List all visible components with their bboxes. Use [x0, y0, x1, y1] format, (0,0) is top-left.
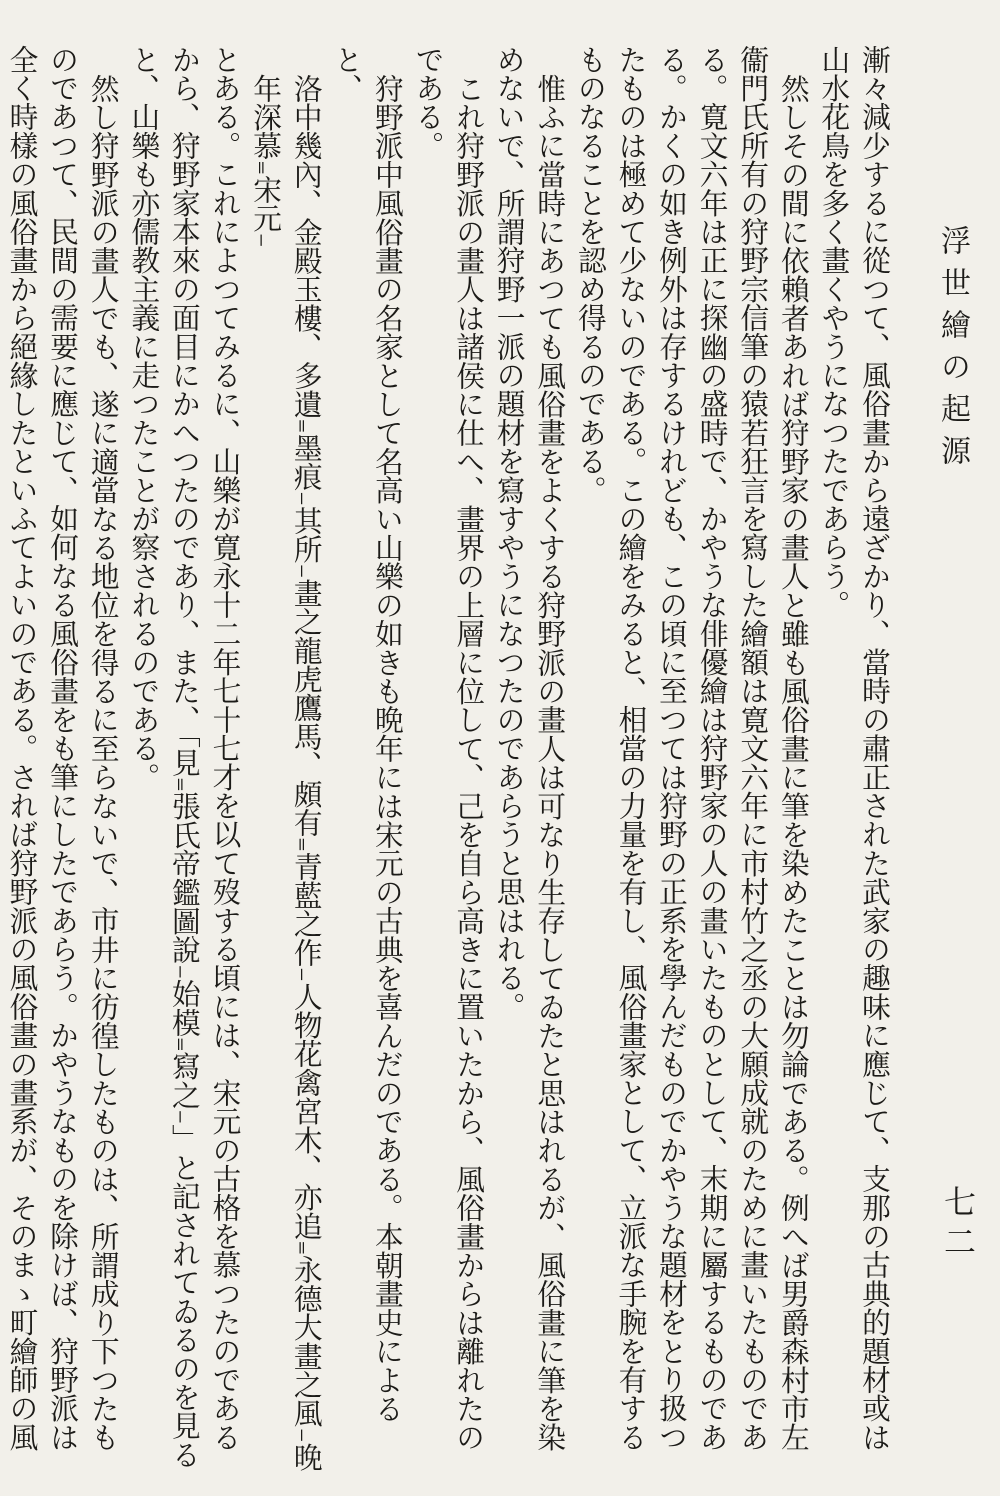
running-title: 浮世繪の起源: [935, 225, 970, 477]
paragraph: とある。これによつてみるに、山樂が寛永十二年七十七才を以て歿する頃には、宋元の古格を慕つたのであるから、狩野家本來の面目にかへつたのであり、また、「見₌張氏帝鑑圖說₋始模₌寫之₋」と記されてゐるのを見ると、山樂も亦儒教主義に走つたことが察されるのである。: [127, 45, 243, 1469]
paragraph: 然しその間に依賴者あれば狩野家の畫人と雖も風俗畫に筆を染めたことは勿論である。例へば男爵森村市左衞門氏所有の狩野宗信筆の猿若狂言を寫した繪額は寛文六年に市村竹之丞の大願成就のために畫いたものである。寛文六年は正に探幽の盛時で、かやうな俳優繪は狩野家の人の畫いたものとして、末期に屬するものである。かくの如き例外は存するけれども、この頃に至つては狩野の正系を學んだものでかやうな題材をとり扱つたものは極めて少ないのである。この繪をみると、相當の力量を有し、風俗畫家として、立派な手腕を有するものなることを認め得るのである。: [573, 45, 811, 1452]
paragraph: 漸々減少するに從つて、風俗畫から遠ざかり、當時の肅正された武家の趣味に應じて、支那の古典的題材或は山水花鳥を多く畫くやうになつたであらう。: [817, 45, 892, 1452]
paragraph: 惟ふに當時にあつても風俗畫をよくする狩野派の畫人は可なり生存してゐたと思はれるが、風俗畫に筆を染めないで、所謂狩野一派の題材を寫すやうになつたのであらうと思はれる。: [492, 45, 568, 1452]
paragraph: 狩野派中風俗畫の名家として名高い山樂の如きも晩年には宋元の古典を喜んだのである。本朝畫史によると、: [330, 45, 405, 1423]
body-text: [5, 45, 895, 1475]
kanbun-quotation: 洛中幾內、金殿玉樓、多遺₌墨痕₋其所₋畫之龍虎鷹馬、頗有₌青藍之作₋人物花禽宮木、亦追₌永德大畫之風₋晚年深慕₌宋元₋: [249, 73, 324, 1472]
page-number: 七二: [939, 1185, 977, 1265]
paragraph: これ狩野派の畫人は諸侯に仕へ、畫界の上層に位して、己を自ら高きに置いたから、風俗畫からは離れたのである。: [411, 45, 487, 1452]
paragraph: 然し狩野派の畫人でも、遂に適當なる地位を得るに至らないで、市井に彷徨したものは、所謂成り下つたものであつて、民間の需要に應じて、如何なる風俗畫をも筆にしたであらう。かやうなものを除けば、狩野派は全く時樣の風俗畫から絕緣したといふてよいのである。されば狩野派の風俗畫の畫系が、そのまゝ町繪師の風: [5, 45, 121, 1452]
